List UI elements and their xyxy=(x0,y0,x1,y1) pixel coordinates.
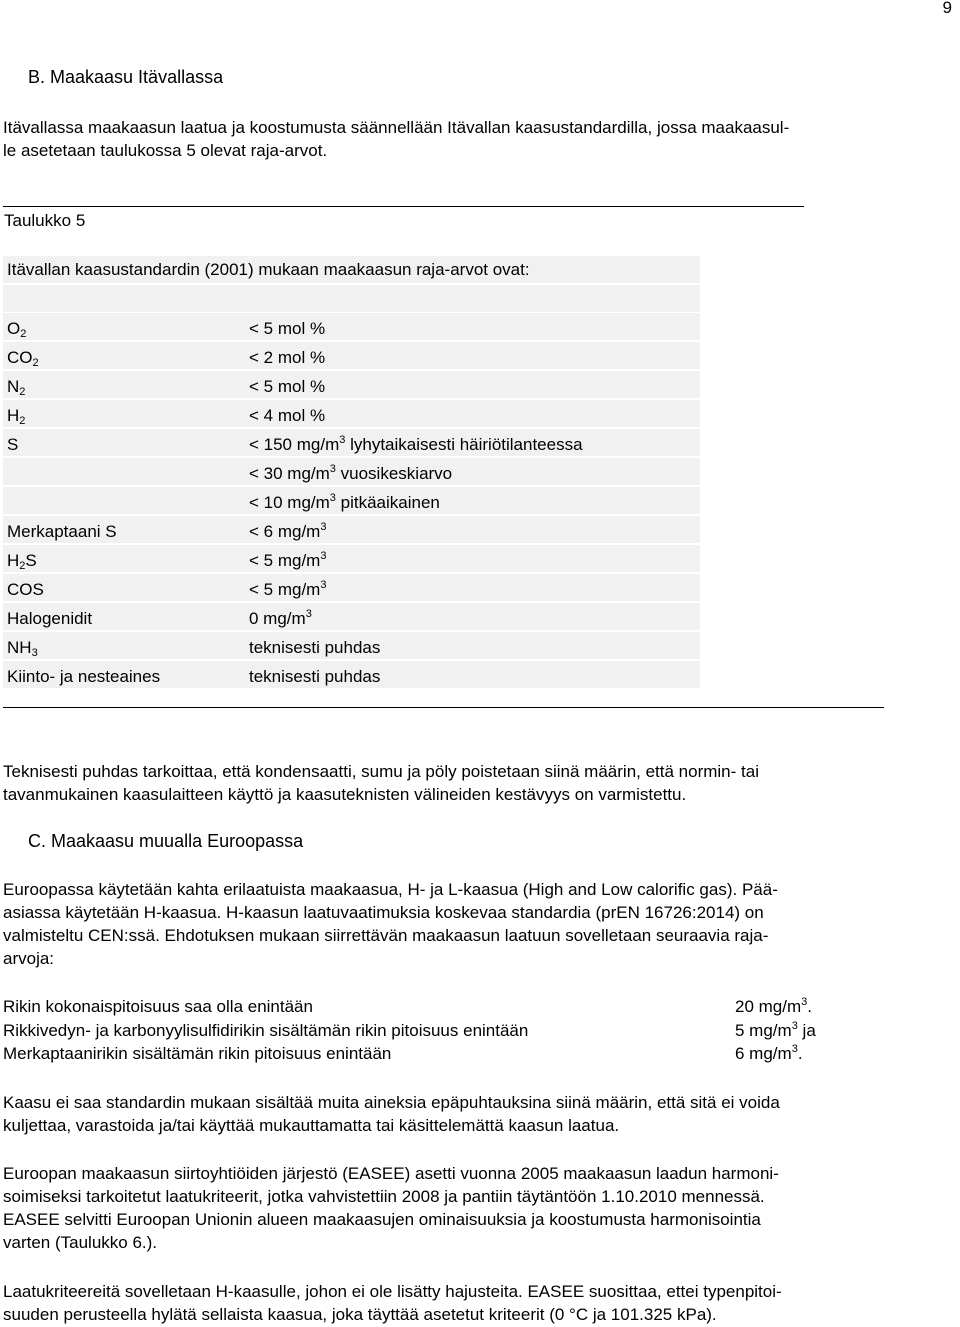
table-bottom-rule xyxy=(3,707,884,708)
requirement-label: Rikkivedyn- ja karbonyylisulfidirikin sisältämän rikin pitoisuus enintään xyxy=(3,1021,529,1040)
limit-value: < 10 $mg/m^3$ pitkäaikainen xyxy=(249,492,440,512)
limits-table xyxy=(3,313,700,690)
table-top-rule xyxy=(3,206,804,207)
page-number: 9 xyxy=(942,0,952,17)
parameter-name: $O_2$ xyxy=(7,319,27,340)
parameter-name: $H_2$ xyxy=(7,406,26,427)
parameter-name: $H_2S$ xyxy=(7,551,37,572)
requirement-row xyxy=(3,1019,938,1042)
section-c-heading: C. Maakaasu muualla Euroopassa xyxy=(28,831,304,851)
table-spacer-band xyxy=(3,285,700,312)
intro-line-2: le asetetaan taulukossa 5 olevat raja-arvot. xyxy=(3,141,328,160)
table-row xyxy=(3,400,700,427)
limit-value: < 5 mol % xyxy=(249,377,326,396)
section-c-paragraph xyxy=(3,878,938,970)
table-row xyxy=(3,545,700,572)
table-row xyxy=(3,603,700,630)
section-b-heading: B. Maakaasu Itävallassa xyxy=(28,67,224,87)
requirement-row xyxy=(3,995,938,1018)
table-row xyxy=(3,313,700,340)
table-caption: Itävallan kaasustandardin (2001) mukaan maakaasun raja-arvot ovat: xyxy=(7,260,530,279)
p3-line-3: EASEE selvitti Euroopan Unionin alueen maakaasujen ominaisuuksia ja koostumusta harmonisointia xyxy=(3,1210,761,1229)
limit-value: 0 $mg/m^3$ xyxy=(249,608,312,628)
table-title: Taulukko 5 xyxy=(4,211,86,230)
requirement-row xyxy=(3,1042,938,1065)
limit-value: teknisesti puhdas xyxy=(249,667,381,686)
c-line-4: arvoja: xyxy=(3,949,55,968)
parameter-name: $N_2$ xyxy=(7,377,26,398)
paragraph-3 xyxy=(3,1162,938,1254)
table-row xyxy=(3,342,700,369)
c-line-3: valmisteltu CEN:ssä. Ehdotuksen mukaan siirrettävän maakaasun laatuun sovelletaan seuraavia raja- xyxy=(3,926,769,945)
c-line-1: Euroopassa käytetään kahta erilaatuista maakaasua, H- ja L-kaasua (High and Low calorific gas). Pää- xyxy=(3,880,778,899)
limit-value: < 4 mol % xyxy=(249,406,326,425)
requirement-value: 6 $mg/m^3$. xyxy=(735,1043,803,1063)
limit-value: < 5 $mg/m^3$ xyxy=(249,579,327,599)
note-paragraph xyxy=(3,760,938,806)
parameter-name: Kiinto- ja nesteaines xyxy=(7,667,161,686)
p4-line-1: Laatukriteereitä sovelletaan H-kaasulle, johon ei ole lisätty hajusteita. EASEE suosittaa, ettei typenpitoi- xyxy=(3,1282,782,1301)
parameter-name: $NH_3$ xyxy=(7,638,38,659)
table-row xyxy=(3,487,700,514)
table-row xyxy=(3,632,700,659)
parameter-name: COS xyxy=(7,580,44,599)
p3-line-4: varten (Taulukko 6.). xyxy=(3,1233,158,1252)
p2-line-2: kuljettaa, varastoida ja/tai käyttää mukauttamatta tai käsittelemättä kaasun laatua. xyxy=(3,1116,620,1135)
paragraph-2 xyxy=(3,1091,938,1137)
table-row xyxy=(3,574,700,601)
limit-value: < 30 $mg/m^3$ vuosikeskiarvo xyxy=(249,463,453,483)
p2-line-1: Kaasu ei saa standardin mukaan sisältää muita aineksia epäpuhtauksina siinä määrin, että sitä ei voida xyxy=(3,1093,780,1112)
limit-value: < 5 $mg/m^3$ xyxy=(249,550,327,570)
limit-value: teknisesti puhdas xyxy=(249,638,381,657)
requirement-value: 5 $mg/m^3$ ja xyxy=(735,1020,816,1040)
p3-line-1: Euroopan maakaasun siirtoyhtiöiden järjestö (EASEE) asetti vuonna 2005 maakaasun laadun harmoni- xyxy=(3,1164,779,1183)
p3-line-2: soimiseksi tarkoitetut laatukriteerit, jotka vahvistettiin 2008 ja pantiin täytäntöön 1.10.2010 mennessä. xyxy=(3,1187,765,1206)
section-b-intro xyxy=(3,116,938,162)
parameter-name: $CO_2$ xyxy=(7,348,39,369)
limit-value: < 6 $mg/m^3$ xyxy=(249,521,327,541)
limit-value: < 150 $mg/m^3$ lyhytaikaisesti häiriötilanteessa xyxy=(249,434,583,454)
table-row xyxy=(3,458,700,485)
intro-line-1: Itävallassa maakaasun laatua ja koostumusta säännellään Itävallan kaasustandardilla, jossa maakaasul- xyxy=(3,118,790,137)
c-line-2: asiassa käytetään H-kaasua. H-kaasun laatuvaatimuksia koskevaa standardia (prEN 16726:2014) on xyxy=(3,903,764,922)
paragraph-4 xyxy=(3,1280,938,1326)
table-row xyxy=(3,661,700,688)
requirement-label: Rikin kokonaispitoisuus saa olla enintään xyxy=(3,997,313,1016)
parameter-name: Halogenidit xyxy=(7,609,93,628)
parameter-name: S xyxy=(7,435,19,454)
table-row xyxy=(3,429,700,456)
table-caption-band xyxy=(3,256,700,283)
table-row xyxy=(3,371,700,398)
note-line-1: Teknisesti puhdas tarkoittaa, että kondensaatti, sumu ja pöly poistetaan siinä määrin, että normin- tai xyxy=(3,762,759,781)
parameter-name: Merkaptaani S xyxy=(7,522,117,541)
limit-value: < 2 mol % xyxy=(249,348,326,367)
requirement-value: 20 $mg/m^3$. xyxy=(735,996,812,1016)
requirement-label: Merkaptaanirikin sisältämän rikin pitoisuus enintään xyxy=(3,1044,392,1063)
note-line-2: tavanmukainen kaasulaitteen käyttö ja kaasuteknisten välineiden kestävyys on varmistettu. xyxy=(3,785,687,804)
limit-value: < 5 mol % xyxy=(249,319,326,338)
table-row xyxy=(3,516,700,543)
p4-line-2: suuden perusteella hylätä sellaista kaasua, joka täyttää asetetut kriteerit (0 °C ja 101.325 kPa). xyxy=(3,1305,717,1324)
